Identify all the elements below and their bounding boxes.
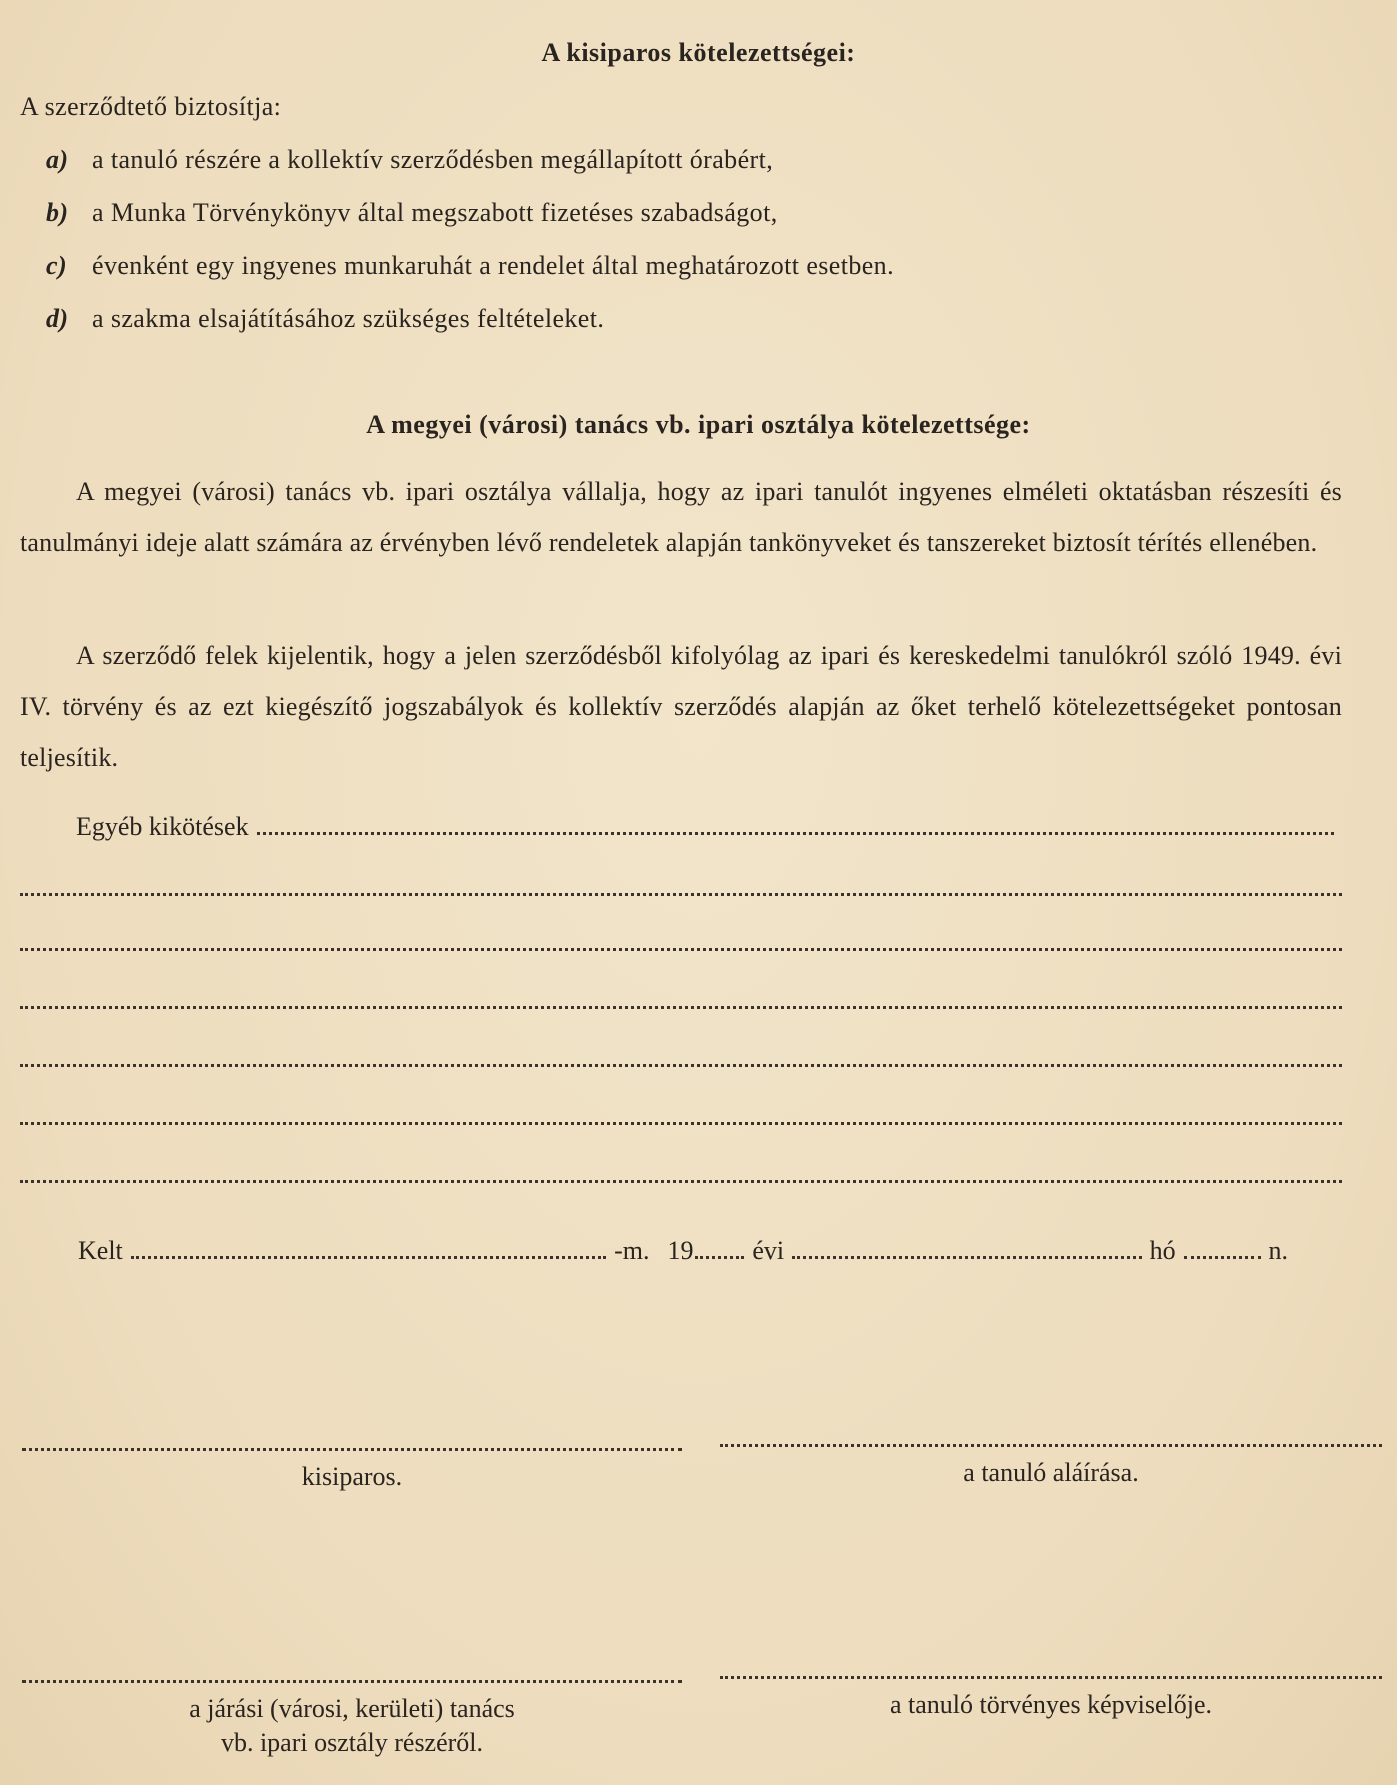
paragraph-text: A szerződő felek kijelentik, hogy a jelen szerződésből kifolyólag az ipari és kereskedelmi tanulókról szóló 1949. évi IV. törvény és az ezt kiegészítő jogszabályok és kollektív szerződés alapján az őket terhelő kötelezettségeket pontosan teljesítik.	[20, 641, 1342, 772]
kelt-city-field[interactable]	[131, 1256, 606, 1259]
kikotes-line-1[interactable]	[20, 893, 1342, 896]
list-letter: b)	[46, 198, 69, 227]
list-item-c	[46, 251, 894, 281]
list-text: a Munka Törvénykönyv által megszabott fizetéses szabadságot,	[92, 198, 778, 227]
egyeb-kikotesek-row	[20, 802, 1342, 842]
kelt-year-field[interactable]	[695, 1256, 744, 1259]
kikotes-line-2[interactable]	[20, 948, 1342, 951]
kelt-day-field[interactable]	[1184, 1256, 1261, 1259]
jarasi-signature-label	[22, 1692, 682, 1760]
tanulo-signature-label: a tanuló aláírása.	[963, 1458, 1139, 1487]
jarasi-signature-line[interactable]	[22, 1680, 682, 1683]
kelt-city-suffix: -m.	[614, 1236, 650, 1265]
kisiparos-signature-line[interactable]	[22, 1448, 682, 1451]
list-item-b	[46, 198, 778, 228]
list-letter: d)	[46, 304, 69, 333]
list-text: a szakma elsajátításához szükséges feltételeket.	[92, 304, 605, 333]
kepviselo-signature-line[interactable]	[720, 1676, 1382, 1679]
list-item-d	[46, 304, 604, 334]
kisiparos-signature-label: kisiparos.	[301, 1462, 403, 1491]
tanacs-paragraph-1	[20, 466, 1342, 568]
tanacs-paragraph-2	[20, 630, 1342, 783]
list-text: a tanuló részére a kollektív szerződésben megállapított órabért,	[92, 145, 774, 174]
tanulo-signature-line[interactable]	[720, 1444, 1382, 1447]
egyeb-kikotesek-label: Egyéb kikötések	[76, 812, 249, 841]
kikotes-line-3[interactable]	[20, 1006, 1342, 1009]
kelt-year-prefix: 19	[667, 1236, 694, 1265]
kelt-label: Kelt	[78, 1236, 123, 1265]
kisiparos-intro: A szerződtető biztosítja:	[20, 92, 282, 121]
jarasi-label-line-2: vb. ipari osztály részéről.	[220, 1728, 484, 1757]
kikotes-line-4[interactable]	[20, 1064, 1342, 1067]
kisiparos-heading: A kisiparos kötelezettségei:	[541, 38, 856, 67]
list-letter: c)	[46, 251, 67, 280]
tanacs-heading: A megyei (városi) tanács vb. ipari osztálya kötelezettsége:	[366, 410, 1031, 439]
list-item-a	[46, 145, 773, 175]
kepviselo-signature-label: a tanuló törvényes képviselője.	[889, 1690, 1213, 1719]
paragraph-text: A megyei (városi) tanács vb. ipari osztálya vállalja, hogy az ipari tanulót ingyenes elméleti oktatásban részesíti és tanulmányi ideje alatt számára az érvényben lévő rendeletek alapján tankönyveket és tanszereket biztosít térítés ellenében.	[20, 477, 1342, 557]
list-text: évenként egy ingyenes munkaruhát a rendelet által meghatározott esetben.	[92, 251, 894, 280]
kelt-day-suffix: n.	[1268, 1236, 1289, 1265]
jarasi-label-line-1: a járási (városi, kerületi) tanács	[189, 1694, 515, 1723]
kelt-month-field[interactable]	[792, 1256, 1141, 1259]
kelt-year-suffix: évi	[752, 1236, 785, 1265]
kikotes-line-5[interactable]	[20, 1122, 1342, 1125]
kelt-row	[78, 1226, 1288, 1266]
list-letter: a)	[46, 145, 69, 174]
egyeb-kikotesek-field[interactable]	[257, 832, 1334, 835]
kelt-month-suffix: hó	[1149, 1236, 1176, 1265]
kikotes-line-6[interactable]	[20, 1180, 1342, 1183]
